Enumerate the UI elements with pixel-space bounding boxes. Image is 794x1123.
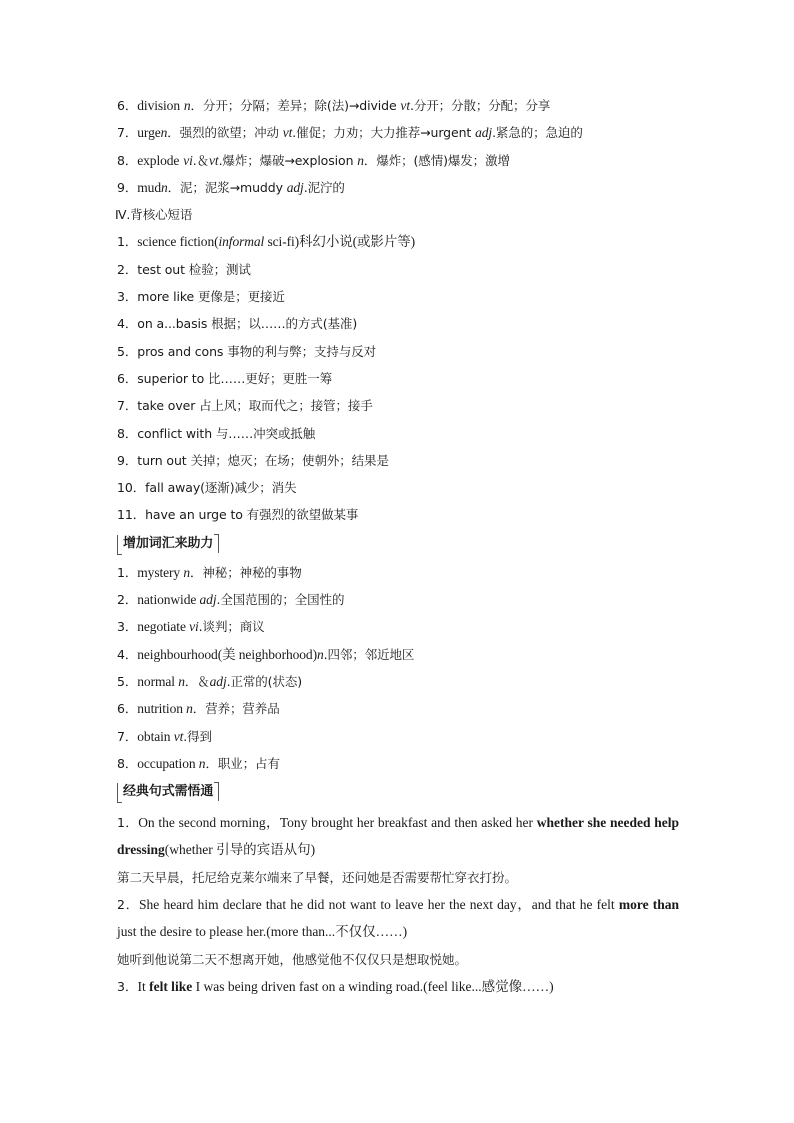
phrase-item — [117, 283, 682, 310]
part-of-speech: n — [178, 673, 185, 689]
part-of-speech: vt — [400, 98, 410, 113]
sentence-note: I was being driven fast on a winding road.(feel like...感觉像……) — [192, 978, 554, 994]
sentence-key-phrase: felt like — [149, 978, 193, 994]
sentence-item-3 — [117, 973, 679, 1000]
item-number: 9． — [117, 179, 138, 195]
vocab-item-6 — [117, 92, 682, 119]
item-number: 2． — [117, 261, 138, 277]
section-heading-phrases: Ⅳ.背核心短语 — [115, 207, 193, 223]
part-of-speech: adj — [475, 125, 493, 141]
part-of-speech: adj — [199, 592, 217, 608]
item-number: 4． — [117, 316, 138, 332]
heading-row — [117, 777, 682, 807]
part-of-speech: vi — [189, 619, 199, 635]
part-of-speech: n — [357, 152, 364, 168]
item-number: 1． — [117, 815, 139, 831]
sentence-note: just the desire to please her.(more than...不仅仅……) — [117, 924, 408, 940]
vocab-word: negotiate — [137, 619, 190, 635]
phrase-text: test out 检验；测试 — [137, 261, 251, 277]
sentence-key-phrase: whether she needed help dressing — [117, 815, 679, 858]
vocab-definition: ．分开；分隔；差异；除(法)→divide — [190, 98, 401, 113]
phrase-text: science fiction( — [137, 234, 219, 250]
sentence-translation-2: 她听到他说第二天不想离开她，他感觉他不仅仅只是想取悦她。 — [117, 951, 468, 967]
vocab-definition: ．神秘；神秘的事物 — [190, 564, 302, 580]
sentence-item-2 — [117, 891, 679, 946]
item-number: 4． — [117, 646, 138, 662]
vocab-definition: ．职业；占有 — [205, 755, 280, 771]
phrase-item — [117, 501, 682, 528]
vocab-definition: ．强烈的欲望；冲动 — [167, 125, 283, 141]
sentence-english: It — [137, 978, 150, 994]
vocab-definition: ．爆炸；(感情)爆发；激增 — [363, 152, 510, 168]
item-number: 8． — [117, 425, 138, 441]
extra-word-item — [117, 723, 682, 750]
phrase-item — [117, 447, 682, 474]
part-of-speech: vt — [282, 125, 293, 141]
item-number: 5． — [117, 343, 138, 359]
item-number: 3． — [117, 619, 138, 635]
item-number: 6． — [117, 98, 138, 113]
vocab-definition: ．泥；泥浆→muddy — [167, 179, 287, 195]
phrase-text: take over 占上风；取而代之；接管；接手 — [137, 398, 373, 414]
vocab-word: nationwide — [137, 592, 200, 608]
phrase-text: have an urge to 有强烈的欲望做某事 — [145, 507, 359, 523]
phrase-italic: informal — [218, 234, 265, 250]
extra-word-item — [117, 695, 682, 722]
item-number: 3． — [117, 289, 138, 305]
item-number: 6． — [117, 701, 138, 717]
extra-word-item — [117, 750, 682, 777]
phrase-text: turn out 关掉；熄灭；在场；使朝外；结果是 — [137, 452, 389, 468]
extra-word-item — [117, 641, 682, 668]
vocab-definition: .得到 — [183, 728, 212, 744]
phrase-item — [117, 338, 682, 365]
item-number: 1． — [117, 234, 138, 250]
part-of-speech: vt — [209, 152, 219, 168]
phrase-text: sci-fi)科幻小说(或影片等) — [264, 234, 416, 250]
item-number: 7． — [117, 728, 138, 744]
part-of-speech: vi — [183, 152, 193, 168]
part-of-speech: n — [183, 98, 191, 113]
part-of-speech: vt — [173, 728, 184, 744]
phrase-item — [117, 310, 682, 337]
vocab-definition: .四邻；邻近地区 — [323, 646, 415, 662]
vocab-word: normal — [137, 673, 179, 689]
item-number: 10． — [117, 480, 146, 496]
vocab-word: mud — [137, 179, 161, 195]
phrase-item — [117, 228, 682, 255]
vocab-item-8 — [117, 147, 682, 174]
part-of-speech: n — [186, 701, 193, 717]
document-page — [117, 92, 682, 1000]
extra-word-item — [117, 613, 682, 640]
sentence-key-phrase: more than — [618, 897, 680, 913]
part-of-speech: n — [160, 125, 168, 141]
sentence-item-1 — [117, 809, 679, 864]
vocab-word: neighbourhood(美 neighborhood) — [137, 646, 317, 662]
vocab-definition: .爆炸；爆破→explosion — [218, 152, 358, 168]
sentence-note: (whether 引导的宾语从句) — [164, 842, 316, 858]
vocab-definition: ．营养；营养品 — [192, 701, 280, 717]
item-number: 3． — [117, 978, 138, 994]
item-number: 7． — [117, 398, 138, 414]
vocab-item-9 — [117, 174, 682, 201]
vocab-definition: .泥泞的 — [303, 179, 345, 195]
section-heading-sentences: 经典句式需悟通 — [117, 783, 219, 801]
phrase-text: more like 更像是；更接近 — [137, 289, 285, 305]
item-number: 8． — [117, 755, 138, 771]
sentence-english: She heard him declare that he did not want to leave her the next day，and that he felt — [139, 897, 619, 913]
phrase-item — [117, 365, 682, 392]
item-number: 8． — [117, 152, 138, 168]
item-number: 11． — [117, 507, 146, 523]
vocab-word: occupation — [137, 755, 199, 771]
phrase-item — [117, 256, 682, 283]
vocab-word: explode — [137, 152, 180, 168]
vocab-word: urge — [137, 125, 161, 141]
item-number: 9． — [117, 452, 138, 468]
phrase-text: conflict with 与……冲突或抵触 — [137, 425, 316, 441]
vocab-item-7 — [117, 119, 682, 146]
phrase-item — [117, 392, 682, 419]
extra-word-item — [117, 668, 682, 695]
extra-word-item — [117, 586, 682, 613]
part-of-speech: n — [198, 755, 206, 771]
part-of-speech: adj — [209, 673, 227, 689]
vocab-definition: .全国范围的；全国性的 — [216, 592, 345, 608]
part-of-speech: n — [183, 564, 190, 580]
sentence-english: On the second morning，Tony brought her breakfast and then asked her — [138, 815, 537, 831]
part-of-speech: adj — [286, 179, 304, 195]
section-heading-extra-words: 增加词汇来助力 — [117, 535, 219, 553]
phrase-text: fall away(逐渐)减少；消失 — [145, 480, 297, 496]
part-of-speech: n — [160, 179, 168, 195]
item-number: 1． — [117, 564, 138, 580]
vocab-word: obtain — [137, 728, 174, 744]
vocab-word: mystery — [137, 564, 184, 580]
vocab-definition: .催促；力劝；大力推荐→urgent — [292, 125, 476, 141]
vocab-definition: .紧急的；急迫的 — [492, 125, 583, 141]
phrase-text: pros and cons 事物的利与弊；支持与反对 — [137, 343, 377, 359]
phrase-text: on a...basis 根据；以……的方式(基准) — [137, 316, 358, 332]
item-number: 6． — [117, 370, 138, 386]
phrase-item — [117, 474, 682, 501]
item-number: 2． — [117, 592, 138, 608]
vocab-definition: .正常的(状态) — [226, 673, 303, 689]
vocab-word: nutrition — [137, 701, 187, 717]
vocab-word: division — [137, 98, 180, 113]
phrase-text: superior to 比……更好；更胜一筹 — [137, 370, 333, 386]
part-of-speech: n — [316, 646, 324, 662]
vocab-definition: .谈判；商议 — [198, 619, 265, 635]
item-number: 5． — [117, 673, 138, 689]
vocab-definition: .＆ — [192, 152, 210, 168]
item-number: 2． — [117, 897, 140, 913]
extra-word-item — [117, 559, 682, 586]
vocab-definition: .分开；分散；分配；分享 — [409, 98, 551, 113]
sentence-translation-1: 第二天早晨，托尼给克莱尔端来了早餐，还问她是否需要帮忙穿衣打扮。 — [117, 869, 518, 885]
item-number: 7． — [117, 125, 138, 141]
vocab-definition: ．＆ — [184, 673, 210, 689]
heading-row — [117, 529, 682, 559]
phrase-item — [117, 420, 682, 447]
